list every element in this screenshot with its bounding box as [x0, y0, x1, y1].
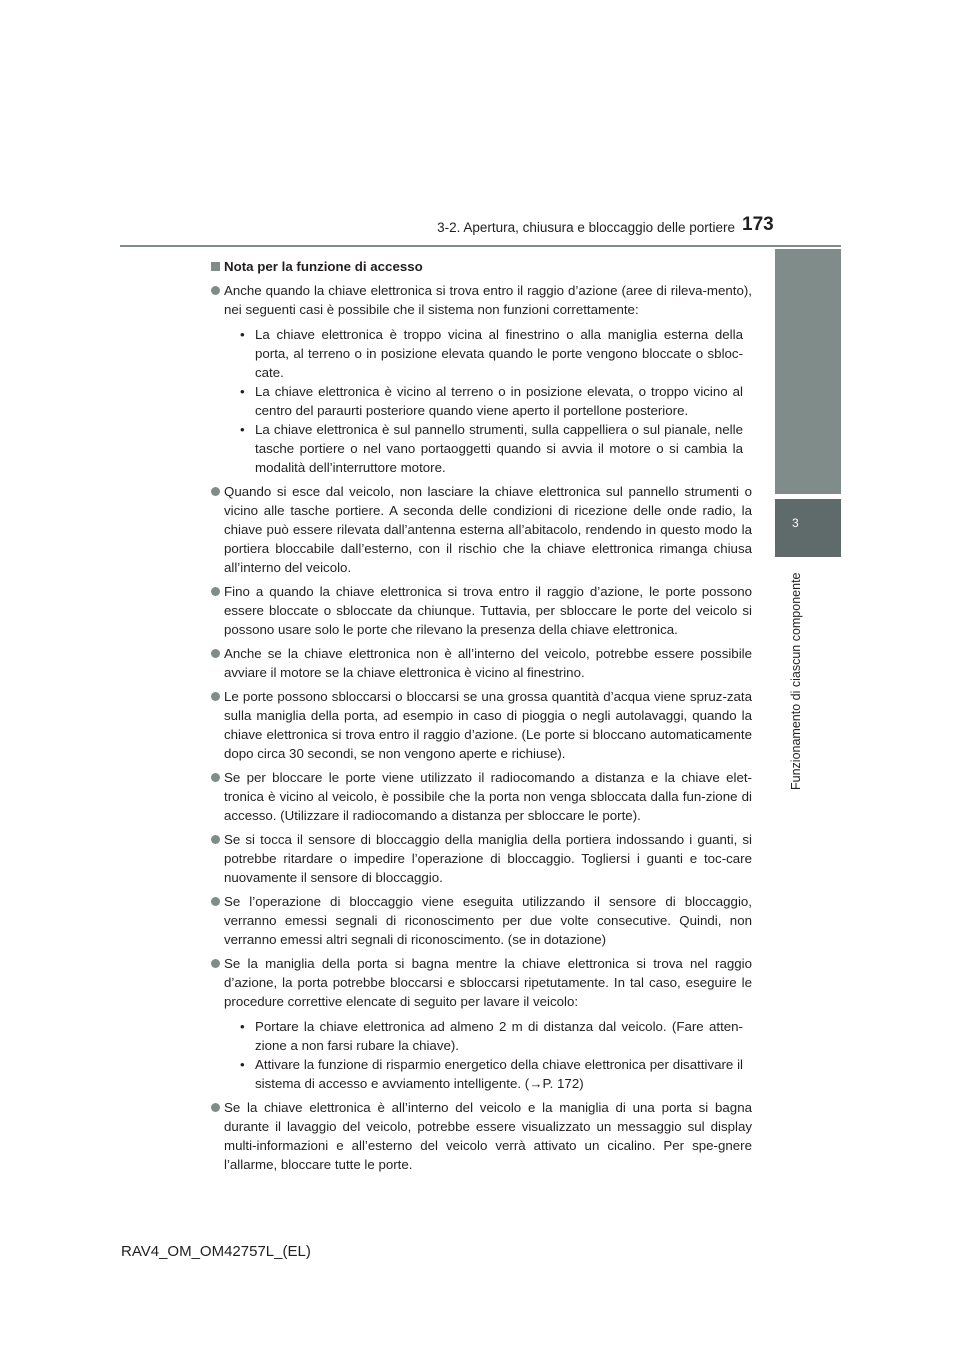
- item-text: Se si tocca il sensore di bloccaggio della maniglia della portiera indossando i guanti, si potrebbe ritardare o impedire l’operazione di bloccaggio. Togliersi i guanti e toc-care nuovamente il sensore di bloccaggio.: [224, 832, 752, 885]
- circle-bullet-icon: [211, 835, 220, 844]
- item-text: Se l’operazione di bloccaggio viene eseguita utilizzando il sensore di bloccaggio, verranno emessi segnali di riconoscimento per due volte consecutive. Quindi, non verranno emessi altri segnali di riconoscimento. (se in dotazione): [224, 894, 752, 947]
- circle-bullet-icon: [211, 286, 220, 295]
- circle-bullet-icon: [211, 487, 220, 496]
- chapter-tab: [775, 499, 841, 557]
- circle-bullet-icon: [211, 587, 220, 596]
- sub-item-text: Portare la chiave elettronica ad almeno 2 m di distanza dal veicolo. (Fare atten-zione a non farsi rubare la chiave).: [255, 1019, 743, 1053]
- chapter-title: Funzionamento di ciascun componente: [789, 572, 803, 790]
- circle-bullet-icon: [211, 692, 220, 701]
- sub-list-item: [224, 325, 752, 382]
- sub-item-text: La chiave elettronica è vicino al terreno o in posizione elevata, o troppo vicino al centro del paraurti posteriore quando viene aperto il portellone posteriore.: [255, 384, 743, 418]
- footer-doc-code: RAV4_OM_OM42757L_(EL): [121, 1243, 311, 1260]
- list-item: [211, 644, 752, 682]
- sub-item-text: Attivare la funzione di risparmio energetico della chiave elettronica per disattivare il sistema di accesso e avviamento intelligente. (→P. 172): [255, 1057, 743, 1091]
- chapter-number: 3: [792, 516, 799, 530]
- circle-bullet-icon: [211, 1103, 220, 1112]
- bullet-icon: •: [240, 327, 245, 342]
- list-item: [211, 281, 752, 477]
- circle-bullet-icon: [211, 897, 220, 906]
- item-text: Se la chiave elettronica è all’interno del veicolo e la maniglia di una porta si bagna durante il lavaggio del veicolo, potrebbe essere visualizzato un messaggio sul display multi-informazioni e all’esterno del veicolo verrà attivato un cicalino. Per spe-gnere l’allarme, bloccare tutte le porte.: [224, 1100, 752, 1172]
- side-bar: [775, 249, 841, 494]
- item-text: Quando si esce dal veicolo, non lasciare la chiave elettronica sul pannello strumenti o vicino alle tasche portiere. A seconda delle condizioni di ricezione delle onde radio, la chiave può essere rilevata dall’antenna esterna all’abitacolo, rendendo in questo modo la portiera bloccabile dall’esterno, con il rischio che la chiave elettronica rimanga chiusa all’interno del veicolo.: [224, 484, 752, 575]
- main-content: [211, 257, 752, 1174]
- item-text: Anche quando la chiave elettronica si trova entro il raggio d’azione (aree di rileva-mento), nei seguenti casi è possibile che il sistema non funzioni correttamente:: [224, 283, 752, 317]
- bullet-icon: •: [240, 422, 245, 437]
- sub-list-item: [224, 1055, 752, 1093]
- bullet-icon: •: [240, 384, 245, 399]
- list-item: [211, 482, 752, 577]
- header-section-title: 3-2. Apertura, chiusura e bloccaggio delle portiere: [437, 220, 735, 235]
- sub-list: [224, 325, 752, 477]
- section-title: Nota per la funzione di accesso: [224, 259, 423, 274]
- list-item: [211, 954, 752, 1093]
- sub-list: [224, 1017, 752, 1093]
- list-item: [211, 768, 752, 825]
- circle-bullet-icon: [211, 649, 220, 658]
- item-text: Anche se la chiave elettronica non è all’interno del veicolo, potrebbe essere possibile avviare il motore se la chiave elettronica è vicino al finestrino.: [224, 646, 752, 680]
- list-item: [211, 687, 752, 763]
- list-item: [211, 830, 752, 887]
- sub-item-text: La chiave elettronica è sul pannello strumenti, sulla cappelliera o sul pianale, nelle tasche portiere o nel vano portaoggetti quando si avvia il motore o si cambia la modalità dell’interruttore motore.: [255, 422, 743, 475]
- item-text: Fino a quando la chiave elettronica si trova entro il raggio d’azione, le porte possono essere bloccate o sbloccate da chiunque. Tuttavia, per sbloccare le porte del veicolo si possono usare solo le porte che rilevano la presenza della chiave elettronica.: [224, 584, 752, 637]
- item-text: Le porte possono sbloccarsi o bloccarsi se una grossa quantità d’acqua viene spruz-zata sulla maniglia della porta, ad esempio in caso di pioggia o negli autolavaggi, quando la chiave elettronica si trova entro il raggio d’azione. (Le porte si bloccano automaticamente dopo circa 30 secondi, se non vengono aperte e richiuse).: [224, 689, 752, 761]
- sub-list-item: [224, 382, 752, 420]
- circle-bullet-icon: [211, 959, 220, 968]
- chapter-title-vertical: [787, 562, 807, 792]
- item-text: Se per bloccare le porte viene utilizzato il radiocomando a distanza e la chiave elet-tronica è vicino al veicolo, è possibile che la porta non venga sbloccata dalla fun-zione di accesso. (Utilizzare il radiocomando a distanza per sbloccare le porte).: [224, 770, 752, 823]
- item-list: [211, 281, 752, 1174]
- square-bullet-icon: [211, 262, 220, 271]
- header-divider: [120, 245, 841, 247]
- sub-list-item: [224, 420, 752, 477]
- page-number: 173: [742, 214, 774, 235]
- bullet-icon: •: [240, 1019, 245, 1034]
- item-text: Se la maniglia della porta si bagna mentre la chiave elettronica si trova nel raggio d’azione, la porta potrebbe bloccarsi e sbloccarsi ripetutamente. In tal caso, eseguire le procedure correttive elencate di seguito per lavare il veicolo:: [224, 956, 752, 1009]
- list-item: [211, 1098, 752, 1174]
- sub-item-text: La chiave elettronica è troppo vicina al finestrino o alla maniglia esterna della porta, al terreno o in posizione elevata quando le porte vengono bloccate o sbloc-cate.: [255, 327, 743, 380]
- sub-list-item: [224, 1017, 752, 1055]
- circle-bullet-icon: [211, 773, 220, 782]
- list-item: [211, 892, 752, 949]
- bullet-icon: •: [240, 1057, 245, 1072]
- section-heading: [211, 257, 752, 276]
- list-item: [211, 582, 752, 639]
